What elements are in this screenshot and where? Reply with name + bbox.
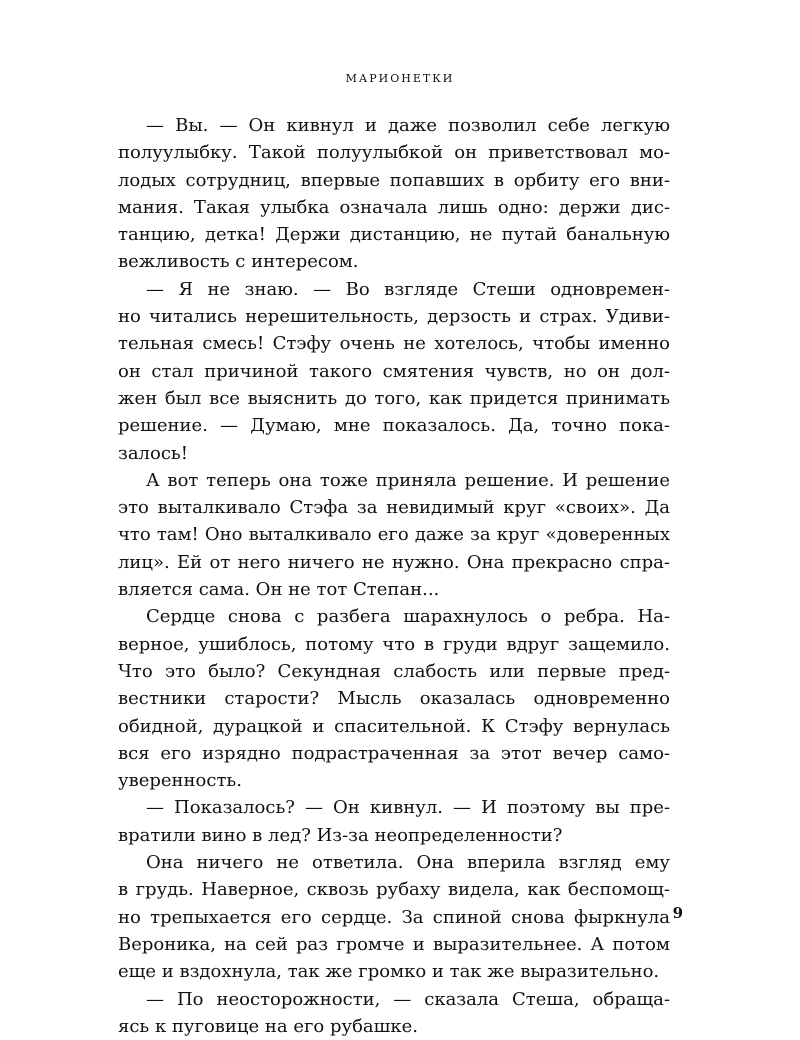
text-line: верное, ушиблось, потому что в груди вдруг защемило. <box>118 633 670 655</box>
text-line: он стал причиной такого смятения чувств, но он дол- <box>118 360 670 382</box>
page-number: 9 <box>672 904 683 922</box>
text-line: Она ничего не ответила. Она вперила взгляд ему <box>146 852 670 874</box>
text-line: уверенность. <box>118 770 242 792</box>
text-line: Вероника, на сей раз громче и выразительнее. А потом <box>118 933 670 955</box>
text-line: — По неосторожности, — сказала Стеша, обраща- <box>146 988 670 1010</box>
text-line: в грудь. Наверное, сквозь рубаху видела, как беспомощ- <box>118 879 670 901</box>
text-line: Что это было? Секундная слабость или первые пред- <box>118 660 670 682</box>
text-line: но читались нерешительность, дерзость и страх. Удиви- <box>118 306 670 328</box>
text-line: — Показалось? — Он кивнул. — И поэтому вы пре- <box>146 797 670 819</box>
text-line: Сердце снова с разбега шарахнулось о ребра. На- <box>146 606 670 628</box>
text-line: это выталкивало Стэфа за невидимый круг «своих». Да <box>118 497 670 519</box>
text-line: залось! <box>118 442 188 464</box>
text-line: вестники старости? Мысль оказалась одновременно <box>118 688 670 710</box>
text-line: обидной, дурацкой и спасительной. К Стэфу вернулась <box>118 715 670 737</box>
text-line: — Вы. — Он кивнул и даже позволил себе легкую <box>146 115 670 136</box>
text-line: вежливость с интересом. <box>118 251 359 273</box>
text-line: лодых сотрудниц, впервые попавших в орбиту его вни- <box>118 169 670 191</box>
text-line: вратили вино в лед? Из-за неопределенности? <box>118 824 563 846</box>
running-title: МАРИОНЕТКИ <box>345 72 455 85</box>
text-line: полуулыбку. Такой полуулыбкой он приветствовал мо- <box>118 142 670 164</box>
text-line: решение. — Думаю, мне показалось. Да, точно пока- <box>118 415 670 437</box>
text-line: тельная смесь! Стэфу очень не хотелось, чтобы именно <box>118 333 670 355</box>
text-line: жен был все выяснить до того, как придется принимать <box>118 387 670 409</box>
text-line: — Я не знаю. — Во взгляде Стеши одновремен- <box>146 278 670 300</box>
body-text <box>118 112 670 1040</box>
text-line: вся его изрядно подрастраченная за этот вечер само- <box>118 742 670 764</box>
text-line: но трепыхается его сердце. За спиной снова фыркнула <box>118 906 670 928</box>
text-line: ясь к пуговице на его рубашке. <box>118 1015 418 1037</box>
text-line: А вот теперь она тоже приняла решение. И решение <box>146 469 670 491</box>
text-line: танцию, детка! Держи дистанцию, не путай банальную <box>118 224 670 246</box>
text-line: вляется сама. Он не тот Степан... <box>118 579 440 601</box>
text-line: лиц». Ей от него ничего не нужно. Она прекрасно спра- <box>118 551 670 573</box>
text-line: мания. Такая улыбка означала лишь одно: держи дис- <box>118 196 670 218</box>
text-line: что там! Оно выталкивало его даже за круг «доверенных <box>118 524 670 546</box>
text-line: еще и вздохнула, так же громко и так же выразительно. <box>118 961 660 983</box>
